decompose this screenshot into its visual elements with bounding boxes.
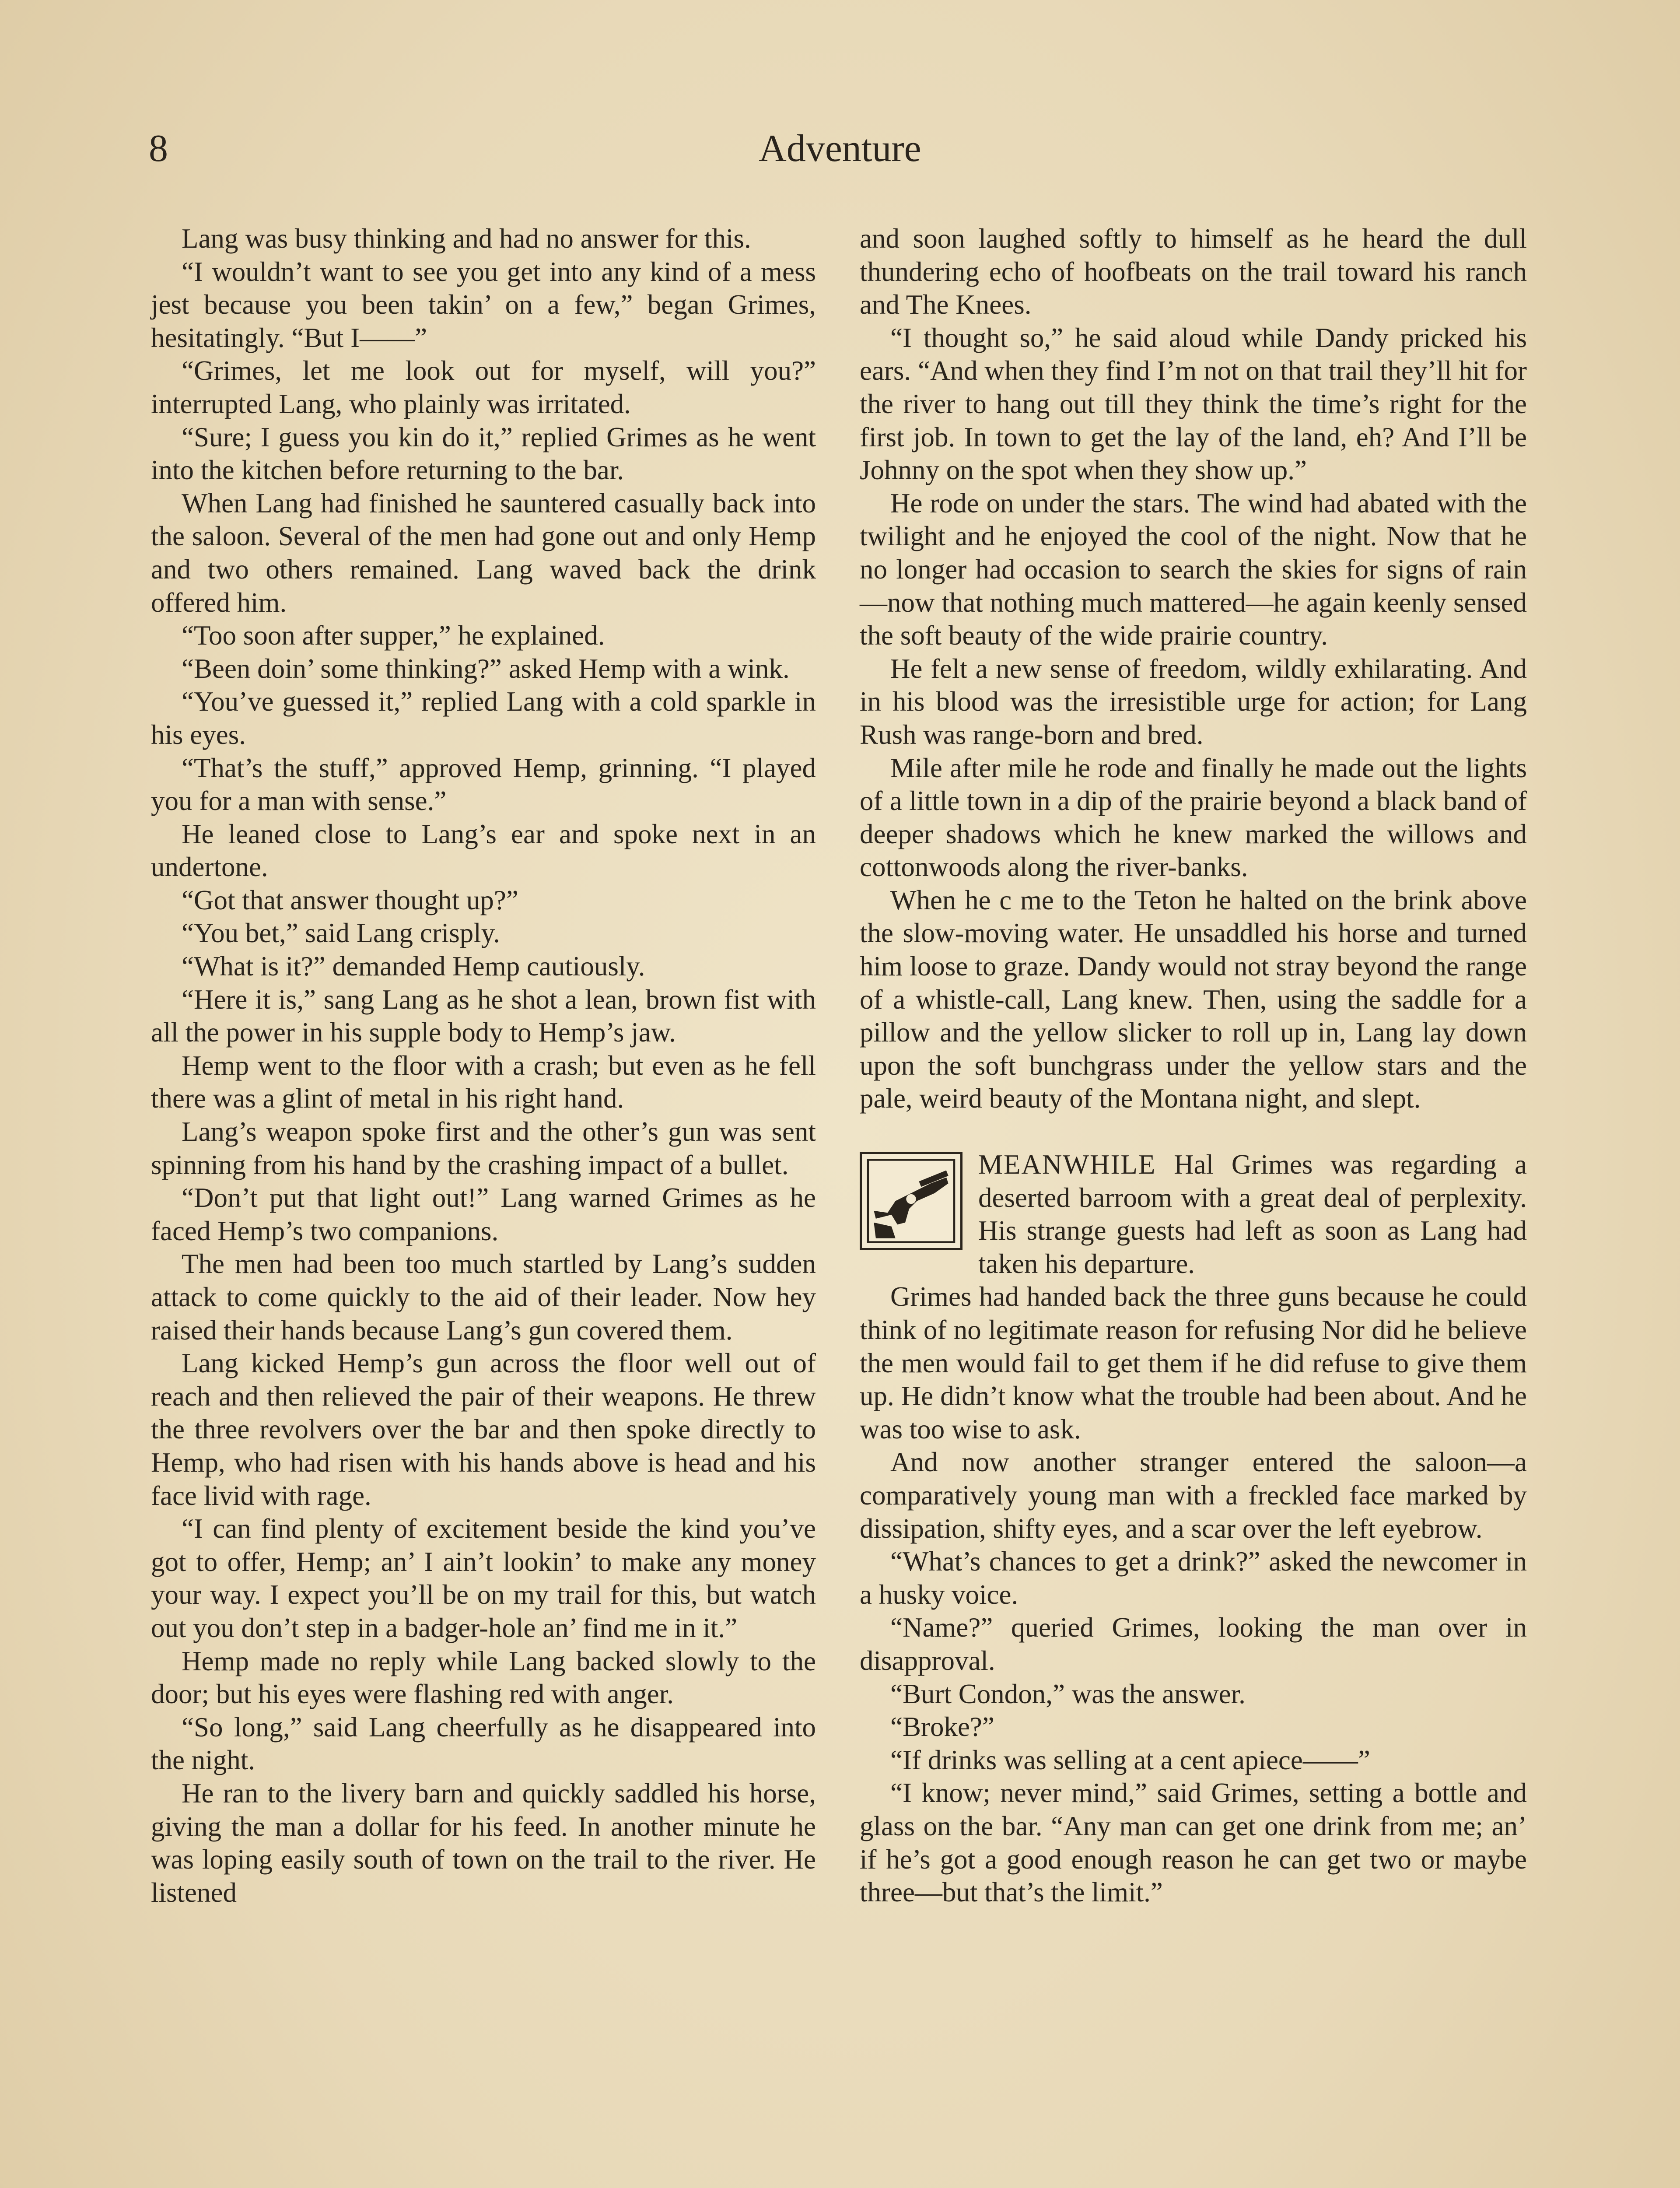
paragraph: “Been doin’ some thinking?” asked Hemp with a wink.: [182, 653, 790, 684]
paragraph: “Broke?”: [890, 1711, 994, 1743]
paragraph: “Don’t put that light out!” Lang warned Grimes as he faced Hemp’s two companions.: [151, 1182, 816, 1246]
paragraph: “Name?” queried Grimes, looking the man over in disapproval.: [860, 1612, 1527, 1676]
paragraph: He rode on under the stars. The wind had abated with the twilight and he enjoyed the cool of the night. Now that he no longer had occasion to search the skies for signs of rain—now that nothing much mattered—he again keenly sensed the soft beauty of the wide prairie country.: [860, 487, 1527, 651]
right-column: [860, 222, 1527, 1909]
page-number: 8: [149, 127, 168, 170]
paragraph: When he c me to the Teton he halted on the brink above the slow-moving water. He unsaddled his horse and turned him loose to graze. Dandy would not stray beyond the range of a whistle-call, Lang knew. Then, using the saddle for a pillow and the yellow slicker to roll up in, Lang lay down upon the soft bunchgrass under the yellow stars and the pale, weird beauty of the Montana night, and slept.: [860, 884, 1527, 1114]
paragraph: “If drinks was selling at a cent apiece——”: [890, 1744, 1370, 1775]
paragraph: “Burt Condon,” was the answer.: [890, 1678, 1246, 1709]
paragraph: Hemp made no reply while Lang backed slowly to the door; but his eyes were flashing red with anger.: [151, 1645, 816, 1710]
paragraph: “Here it is,” sang Lang as he shot a lean, brown fist with all the power in his supple body to Hemp’s jaw.: [151, 984, 816, 1048]
left-column: [151, 222, 816, 1909]
paragraph: The men had been too much startled by Lang’s sudden attack to come quickly to the aid of their leader. Now hey raised their hands because Lang’s gun covered them.: [151, 1248, 816, 1346]
paragraph: When Lang had finished he sauntered casually back into the saloon. Several of the men had gone out and only Hemp and two others remained. Lang waved back the drink offered him.: [151, 487, 816, 618]
paragraph: “Grimes, let me look out for myself, will you?” interrupted Lang, who plainly was irritated.: [151, 355, 816, 419]
section-opening-word: MEANWHILE: [978, 1149, 1156, 1180]
paragraph: Lang was busy thinking and had no answer for this.: [182, 223, 751, 254]
paragraph: “Sure; I guess you kin do it,” replied Grimes as he went into the kitchen before returning to the bar.: [151, 421, 816, 486]
revolver-hand-icon: [860, 1152, 962, 1250]
paragraph: “Got that answer thought up?”: [182, 884, 518, 915]
paragraph: And now another stranger entered the saloon—a comparatively young man with a freckled face marked by dissipation, shifty eyes, and a scar over the left eyebrow.: [860, 1447, 1527, 1544]
paragraph: He leaned close to Lang’s ear and spoke next in an undertone.: [151, 818, 816, 883]
paragraph: Lang’s weapon spoke first and the other’s gun was sent spinning from his hand by the crashing impact of a bullet.: [151, 1116, 816, 1180]
paragraph: “I wouldn’t want to see you get into any kind of a mess jest because you been takin’ on a few,” began Grimes, hesitatingly. “But I——”: [151, 256, 816, 353]
paragraph: “What is it?” demanded Hemp cautiously.: [182, 951, 645, 982]
magazine-title: Adventure: [759, 127, 921, 170]
paragraph: Grimes had handed back the three guns because he could think of no legitimate reason for refusing Nor did he believe the men would fail to get them if he did refuse to give them up. He didn’t know what the trouble had been about. And he was too wise to ask.: [860, 1281, 1527, 1445]
paragraph: “So long,” said Lang cheerfully as he disappeared into the night.: [151, 1711, 816, 1776]
paragraph: “I can find plenty of excitement beside the kind you’ve got to offer, Hemp; an’ I ain’t lookin’ to make any money your way. I expect you’ll be on my trail for this, but watch out you don’t step in a badger-hole an’ find me in it.”: [151, 1513, 816, 1643]
section-break: [860, 1148, 1527, 1280]
paragraph: “That’s the stuff,” approved Hemp, grinning. “I played you for a man with sense.”: [151, 752, 816, 817]
paragraph: “You bet,” said Lang crisply.: [182, 918, 500, 949]
paragraph: Hemp went to the floor with a crash; but even as he fell there was a glint of metal in his right hand.: [151, 1050, 816, 1114]
paragraph: Lang kicked Hemp’s gun across the floor well out of reach and then relieved the pair of their weapons. He threw the three revolvers over the bar and then spoke directly to Hemp, who had risen with his hands above is head and his face livid with rage.: [151, 1348, 816, 1511]
paragraph: Mile after mile he rode and finally he made out the lights of a little town in a dip of the prairie beyond a black band of deeper shadows which he knew marked the willows and cottonwoods along the river-banks.: [860, 752, 1527, 883]
paragraph: He ran to the livery barn and quickly saddled his horse, giving the man a dollar for his feed. In another minute he was loping easily south of town on the trail to the river. He listened: [151, 1778, 816, 1908]
paragraph: “I know; never mind,” said Grimes, setting a bottle and glass on the bar. “Any man can get one drink from me; an’ if he’s got a good enough reason he can get two or maybe three—but that’s the limit.”: [860, 1778, 1527, 1908]
paragraph: “I thought so,” he said aloud while Dandy pricked his ears. “And when they find I’m not on that trail they’ll hit for the river to hang out till they think the time’s right for the first job. In town to get the lay of the land, eh? And I’ll be Johnny on the spot when they show up.”: [860, 322, 1527, 486]
paragraph: “What’s chances to get a drink?” asked the newcomer in a husky voice.: [860, 1546, 1527, 1610]
paragraph: He felt a new sense of freedom, wildly exhilarating. And in his blood was the irresistible urge for action; for Lang Rush was range-born and bred.: [860, 653, 1527, 750]
section-opening-text: Hal Grimes was regarding a deserted barroom with a great deal of perplexity. His strange guests had left as soon as Lang had taken his departure.: [978, 1149, 1527, 1279]
paragraph: “Too soon after supper,” he explained.: [182, 620, 605, 651]
paragraph: and soon laughed softly to himself as he heard the dull thundering echo of hoofbeats on the trail toward his ranch and The Knees.: [860, 223, 1527, 320]
paragraph: “You’ve guessed it,” replied Lang with a cold sparkle in his eyes.: [151, 686, 816, 750]
